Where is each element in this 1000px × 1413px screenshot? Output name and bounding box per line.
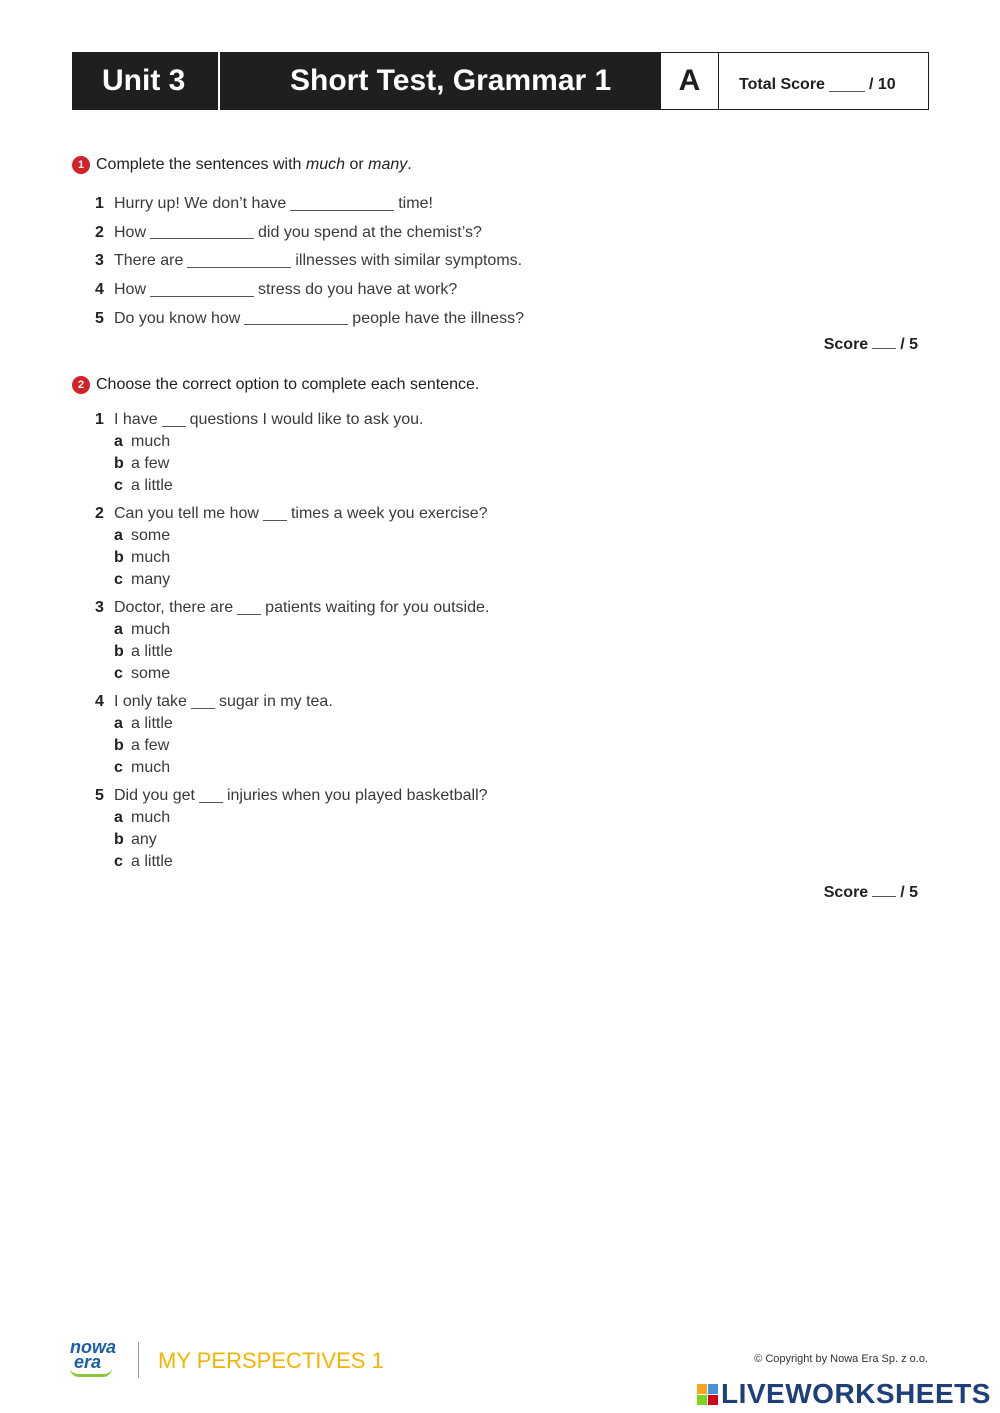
exercise-2-question: 3 Doctor, there are patients waiting for you outside. a much b a little c some [95, 597, 489, 685]
publisher-logo: nowa era [70, 1340, 116, 1377]
exercise-1-score: Score / 5 [823, 336, 918, 353]
exercise-1-instruction: Complete the sentences with much or many. [96, 156, 412, 173]
copyright-text: © Copyright by Nowa Era Sp. z o.o. [754, 1353, 928, 1365]
option-a[interactable]: a much [114, 433, 171, 450]
option-c[interactable]: c many [114, 571, 171, 588]
answer-blank[interactable] [150, 284, 254, 297]
answer-blank[interactable] [199, 790, 223, 803]
exercise-1-item: 3 There are illnesses with similar symptoms. [95, 252, 523, 270]
option-b[interactable]: b much [114, 549, 171, 566]
answer-blank[interactable] [244, 312, 348, 325]
exercise-2-question: 2 Can you tell me how times a week you exercise? a some b much c many [95, 503, 489, 591]
exercise-2-question: 4 I only take sugar in my tea. a a little b a few c much [95, 691, 489, 779]
option-a[interactable]: a some [114, 527, 171, 544]
exercise-1-heading [72, 156, 412, 174]
answer-blank[interactable] [162, 414, 186, 427]
option-b[interactable]: b a few [114, 737, 170, 754]
option-c[interactable]: c a little [114, 477, 173, 494]
exercise-1-number: 1 [72, 156, 90, 174]
total-score [718, 52, 929, 110]
exercise-2-score: Score / 5 [823, 884, 918, 901]
liveworksheets-watermark: LIVEWORKSHEETS [697, 1378, 991, 1410]
option-b[interactable]: b a few [114, 455, 170, 472]
unit-label: Unit 3 [72, 52, 218, 110]
exercise-1-item: 4 How stress do you have at work? [95, 281, 458, 299]
answer-blank[interactable] [290, 198, 394, 211]
test-title: Short Test, Grammar 1 [220, 52, 660, 110]
total-score-blank[interactable] [829, 79, 865, 92]
option-a[interactable]: a a little [114, 715, 173, 732]
exercise-2-number: 2 [72, 376, 90, 394]
exercise-2-question: 5 Did you get injuries when you played basketball? a much b any c a little [95, 785, 489, 873]
exercise-2-instruction: Choose the correct option to complete each sentence. [96, 376, 480, 393]
exercise-1-score-blank[interactable] [872, 336, 896, 349]
answer-blank[interactable] [263, 508, 287, 521]
total-score-max: / 10 [868, 76, 896, 93]
option-c[interactable]: c much [114, 759, 171, 776]
exercise-2-heading [72, 376, 479, 394]
exercise-2-questions [95, 409, 489, 879]
option-c[interactable]: c some [114, 665, 171, 682]
liveworksheets-logo-icon [697, 1384, 718, 1405]
exercise-1-items [95, 190, 524, 333]
exercise-1-item: 5 Do you know how people have the illness? [95, 309, 524, 327]
option-a[interactable]: a much [114, 621, 171, 638]
test-version: A [660, 52, 718, 110]
answer-blank[interactable] [150, 226, 254, 239]
answer-blank[interactable] [187, 255, 291, 268]
exercise-2-question: 1 I have questions I would like to ask you. a much b a few c a little [95, 409, 489, 497]
series-title: MY PERSPECTIVES 1 [158, 1348, 384, 1373]
test-header [72, 52, 929, 110]
footer-divider [138, 1342, 139, 1378]
answer-blank[interactable] [191, 696, 215, 709]
option-b[interactable]: b any [114, 831, 157, 848]
option-c[interactable]: c a little [114, 853, 173, 870]
answer-blank[interactable] [237, 602, 261, 615]
option-b[interactable]: b a little [114, 643, 173, 660]
option-a[interactable]: a much [114, 809, 171, 826]
exercise-1-item: 1 Hurry up! We don’t have time! [95, 195, 433, 213]
exercise-2-score-blank[interactable] [872, 884, 896, 897]
exercise-1-item: 2 How did you spend at the chemist’s? [95, 223, 482, 241]
total-score-label: Total Score [739, 76, 825, 93]
